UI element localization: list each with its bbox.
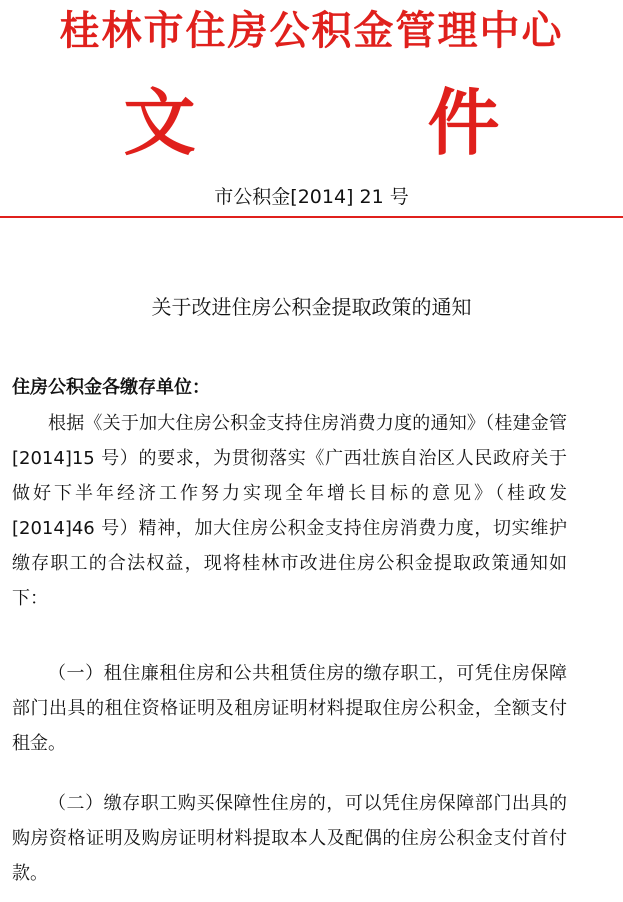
- document-type-heading: 文 件: [123, 80, 580, 165]
- salutation: 住房公积金各缴存单位：: [12, 377, 210, 398]
- body-paragraph-item-1: （一）租住廉租住房和公共租赁住房的缴存职工，可凭住房保障部门出具的租住资格证明及租房证明材料提取住房公积金，全额支付租金。: [12, 663, 567, 754]
- notice-title: 关于改进住房公积金提取政策的通知: [151, 295, 472, 319]
- issuer-name: 桂林市住房公积金管理中心: [59, 7, 564, 54]
- red-divider-line: [0, 216, 623, 218]
- body-paragraph-intro: 根据《关于加大住房公积金支持住房消费力度的通知》（桂建金管[2014]15 号）的要求，为贯彻落实《广西壮族自治区人民政府关于做好下半年经济工作努力实现全年增长目标的意见》（桂政发[2014]46 号）精神，加大住房公积金支持住房消费力度，切实维护缴存职工的合法权益，现将桂林市改进住房公积金提取政策通知如下：: [12, 413, 567, 609]
- document-number: 市公积金[2014] 21 号: [214, 186, 409, 208]
- body-paragraph-item-2: （二）缴存职工购买保障性住房的，可以凭住房保障部门出具的购房资格证明及购房证明材料提取本人及配偶的住房公积金支付首付款。: [12, 793, 567, 884]
